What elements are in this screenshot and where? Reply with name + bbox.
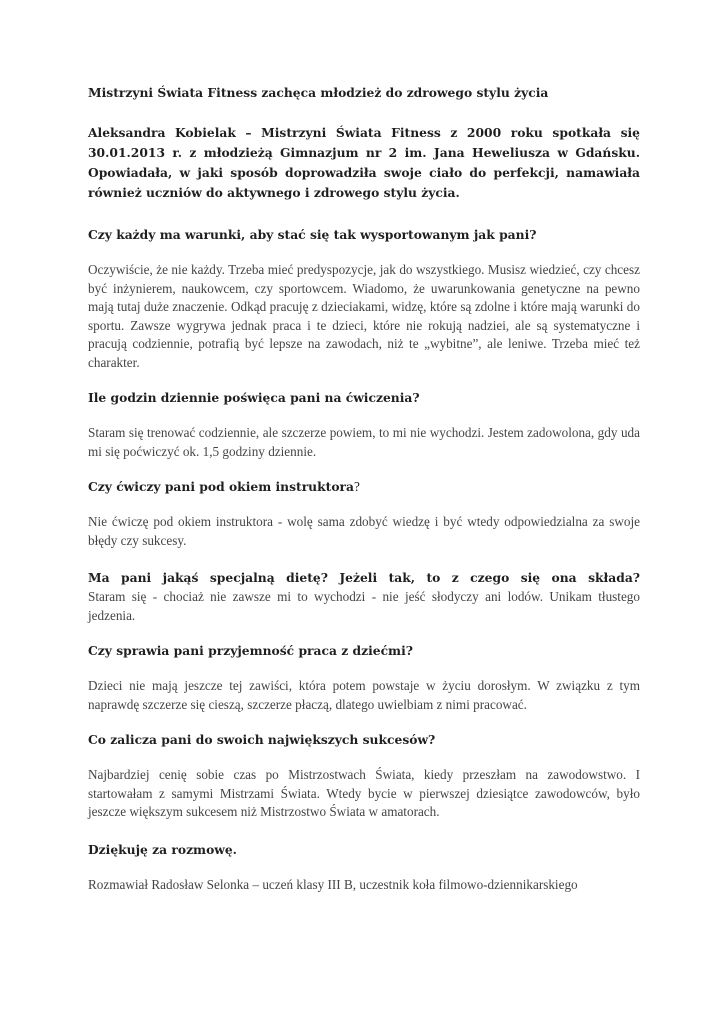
article-title: Mistrzyni Świata Fitness zachęca młodzież do zdrowego stylu życia	[88, 85, 549, 100]
answer-2: Staram się trenować codziennie, ale szczerze powiem, to mi nie wychodzi. Jestem zadowolona, gdy uda mi się poćwiczyć ok. 1,5 godziny dziennie.	[88, 425, 640, 459]
answer-3: Nie ćwiczę pod okiem instruktora - wolę sama zdobyć wiedzę i być wtedy odpowiedzialna za swoje błędy czy sukcesy.	[88, 514, 640, 548]
answer-1: Oczywiście, że nie każdy. Trzeba mieć predyspozycje, jak do wszystkiego. Musisz wiedzieć, czy chcesz być inżynierem, naukowcem, czy sportowcem. Wiadomo, że uwarunkowania genetyczne na pewno mają tutaj duże znaczenie. Odkąd pracuję z dzieciakami, widzę, które są zdolne i które mają warunki do sportu. Zawsze wygrywa jednak praca i te dzieci, które nie rokują nadziei, ale są systematyczne i pracują codziennie, potrafią być lepsze na zawodach, niż te „wybitne”, ale leniwe. Trzeba mieć też charakter.	[88, 262, 640, 370]
question-2: Ile godzin dziennie poświęca pani na ćwiczenia?	[88, 390, 420, 405]
closing-thanks: Dziękuję za rozmowę.	[88, 841, 237, 857]
article-intro: Aleksandra Kobielak – Mistrzyni Świata Fitness z 2000 roku spotkała się 30.01.2013 r. z młodzieżą Gimnazjum nr 2 im. Jana Heweliusza w Gdańsku. Opowiadała, w jaki sposób doprowadziła swoje ciało do perfekcji, namawiała również uczniów do aktywnego i zdrowego stylu życia.	[88, 125, 640, 200]
question-5: Czy sprawia pani przyjemność praca z dziećmi?	[88, 643, 413, 658]
answer-6: Najbardziej cenię sobie czas po Mistrzostwach Świata, kiedy przeszłam na zawodowstwo. I startowałam z samymi Mistrzami Świata. Wtedy bycie w pierwszej dziesiątce zawodowców, było jeszcze większym sukcesem niż Mistrzostwo Świata w amatorach.	[88, 767, 640, 819]
question-1: Czy każdy ma warunki, aby stać się tak wysportowanym jak pani?	[88, 227, 537, 242]
question-4: Ma pani jakąś specjalną dietę? Jeżeli tak, to z czego się ona składa?	[88, 570, 640, 585]
answer-4: Staram się - chociaż nie zawsze mi to wychodzi - nie jeść słodyczy ani lodów. Unikam tłustego jedzenia.	[88, 589, 640, 623]
document-page	[88, 83, 640, 894]
answer-5: Dzieci nie mają jeszcze tej zawiści, która potem powstaje w życiu dorosłym. W związku z tym naprawdę szczerze się cieszą, szczerze płaczą, dlatego uwielbiam z nimi pracować.	[88, 678, 640, 712]
question-6: Co zalicza pani do swoich największych sukcesów?	[88, 732, 436, 747]
question-3-mark: ?	[353, 479, 360, 494]
question-3	[88, 477, 640, 497]
question-3-text: Czy ćwiczy pani pod okiem instruktora	[88, 479, 354, 494]
article-byline: Rozmawiał Radosław Selonka – uczeń klasy III B, uczestnik koła filmowo-dziennikarskiego	[88, 876, 578, 892]
